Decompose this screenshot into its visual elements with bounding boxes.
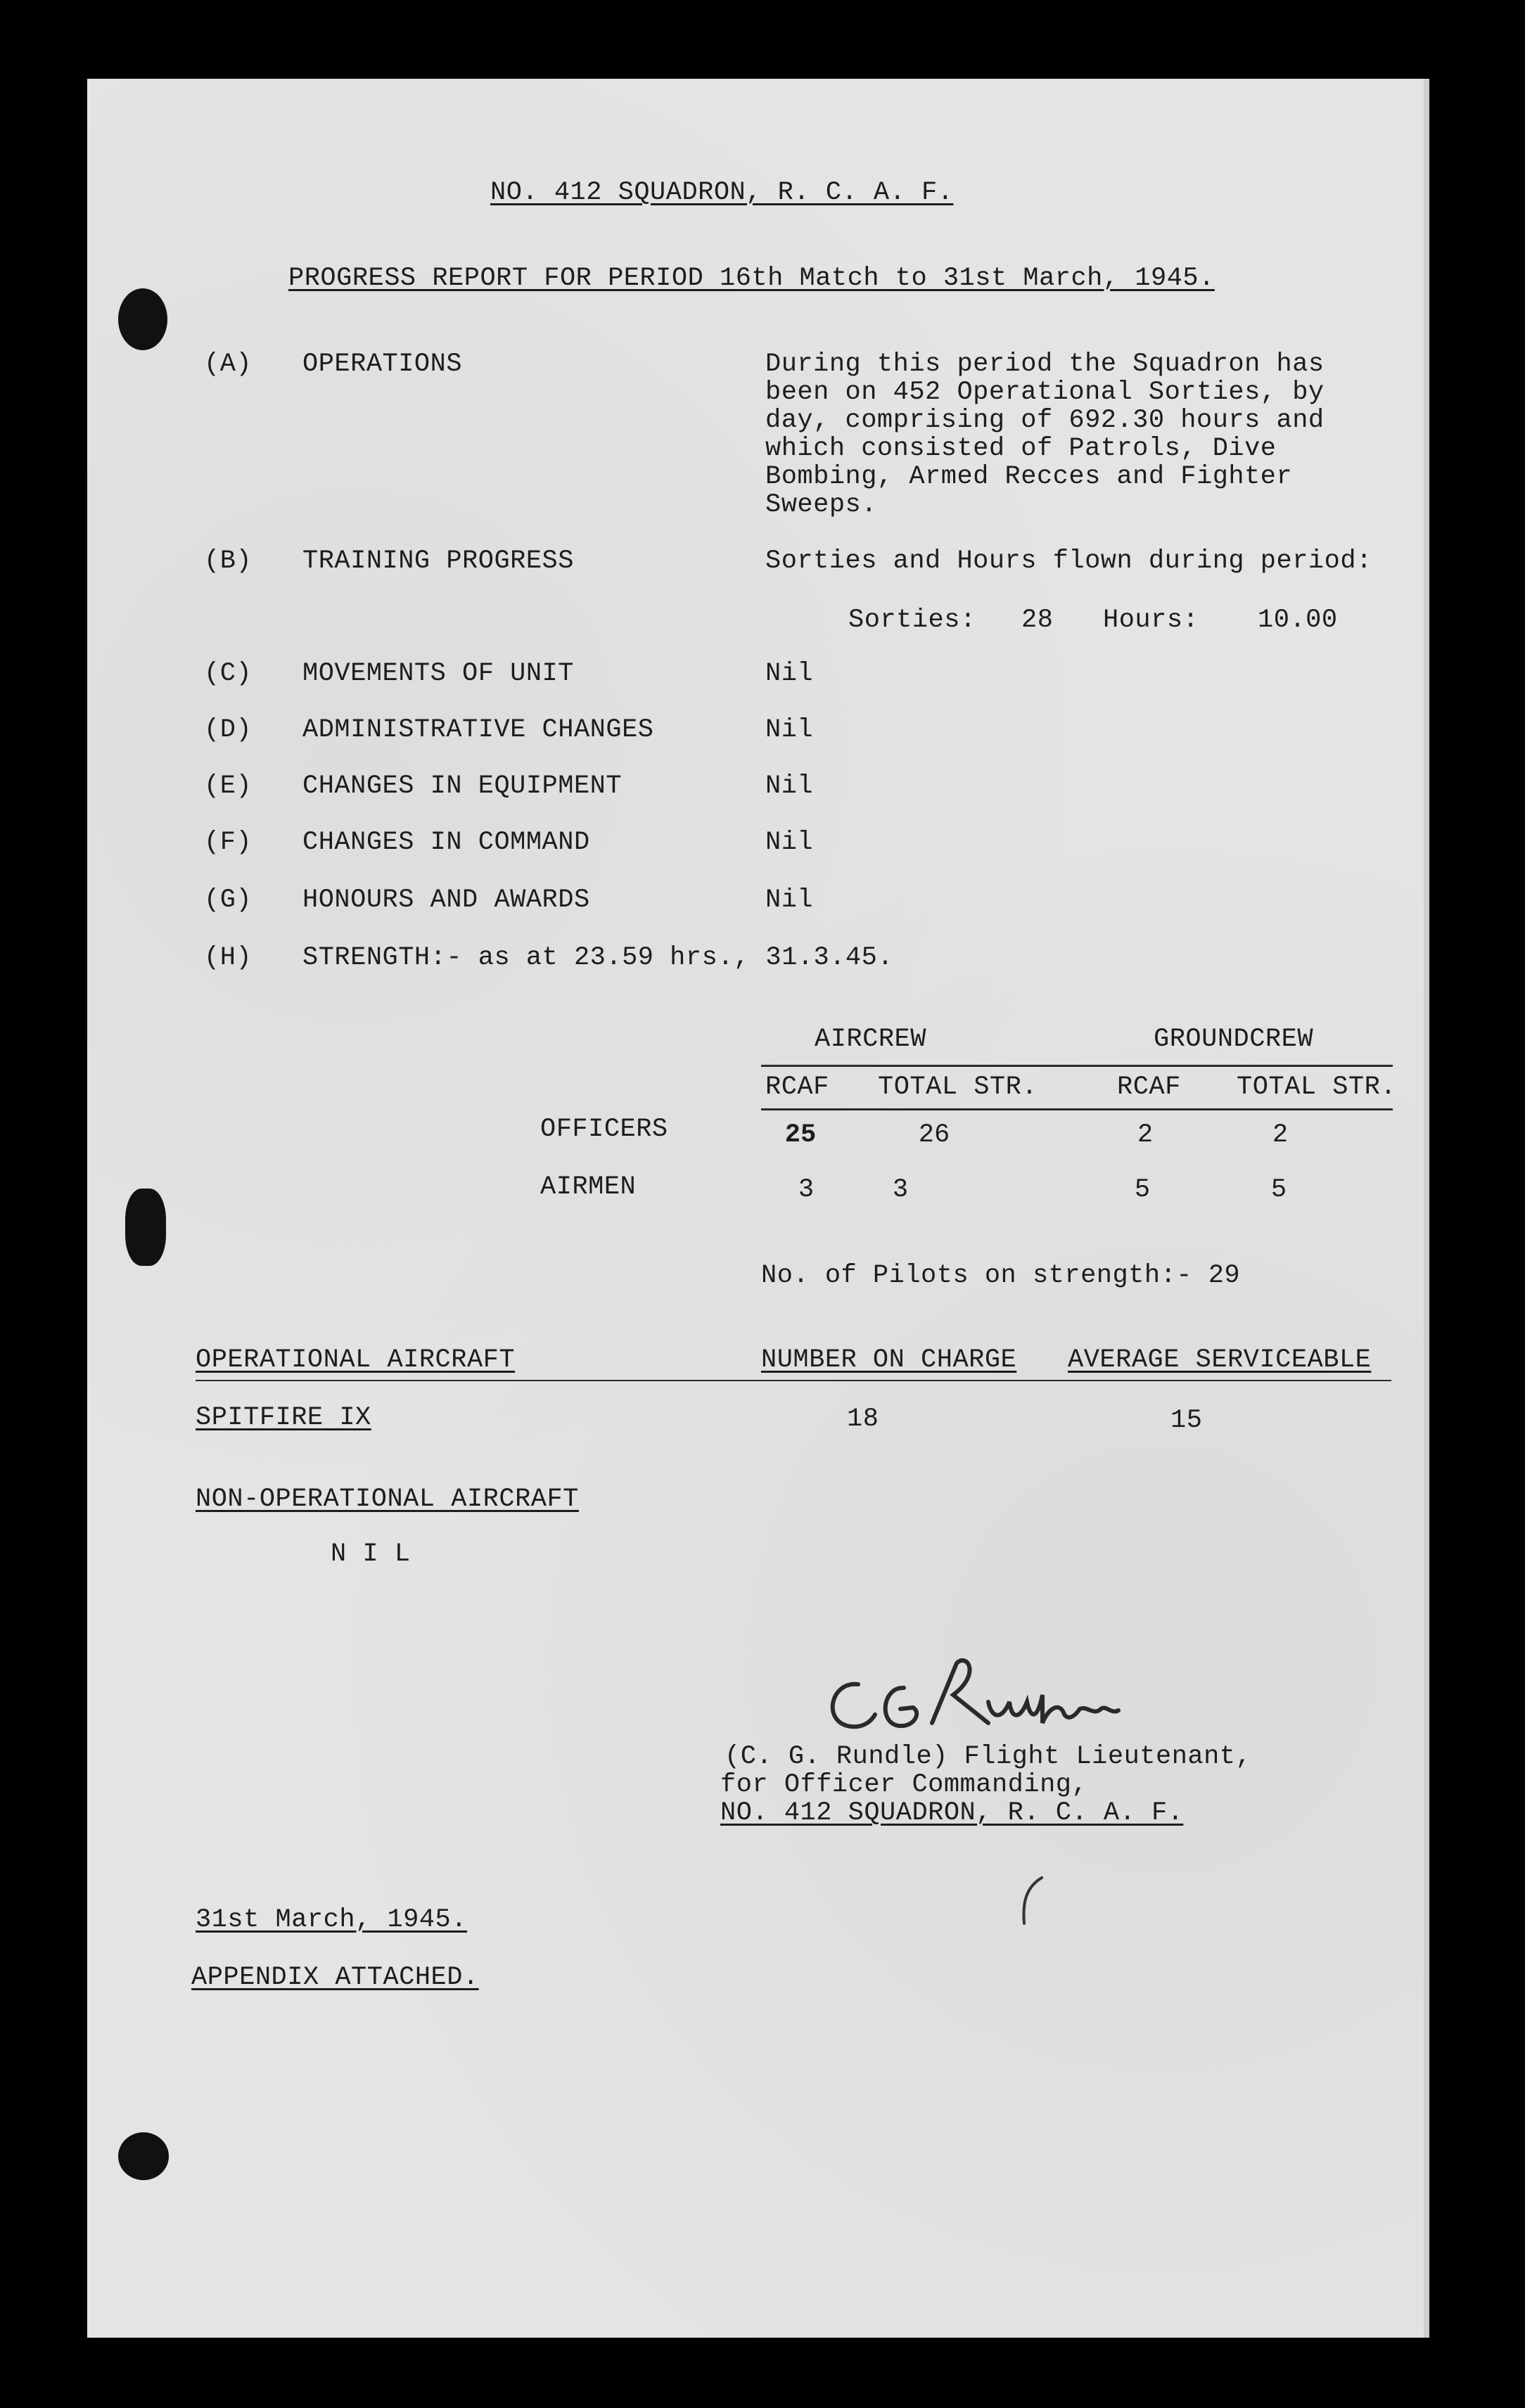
- section-value: Nil: [765, 885, 814, 915]
- table-rule-bottom: [761, 1108, 1393, 1110]
- section-value: Nil: [765, 828, 814, 857]
- section-label: ADMINISTRATIVE CHANGES: [302, 715, 654, 745]
- punch-hole-top: [118, 288, 167, 350]
- section-value: Nil: [765, 715, 814, 745]
- operational-aircraft-header: OPERATIONAL AIRCRAFT: [196, 1345, 516, 1375]
- signatory-line: for Officer Commanding,: [720, 1770, 1088, 1800]
- table-cell: 26: [918, 1120, 950, 1150]
- table-cell: 3: [798, 1175, 815, 1205]
- unit-title: NO. 412 SQUADRON, R. C. A. F.: [490, 178, 954, 207]
- section-letter: (F): [204, 828, 253, 857]
- section-label: STRENGTH:- as at 23.59 hrs., 31.3.45.: [302, 943, 894, 973]
- section-letter: (G): [204, 885, 253, 915]
- section-letter: (E): [204, 771, 253, 801]
- table-cell: 5: [1134, 1175, 1151, 1205]
- section-value: Nil: [765, 771, 814, 801]
- page-edge: [1424, 79, 1429, 2338]
- section-letter: (C): [204, 659, 253, 689]
- punch-hole-bottom: [118, 2132, 169, 2180]
- table-cell: 25: [784, 1120, 817, 1150]
- punch-hole-middle: [125, 1189, 166, 1266]
- operations-text-line: During this period the Squadron has: [765, 350, 1325, 379]
- operations-text-line: which consisted of Patrols, Dive: [765, 434, 1277, 463]
- signatory-line: (C. G. Rundle) Flight Lieutenant,: [725, 1742, 1252, 1772]
- section-letter: (D): [204, 715, 253, 745]
- row-label-officers: OFFICERS: [540, 1115, 668, 1144]
- pilots-strength-line: No. of Pilots on strength:- 29: [761, 1261, 1241, 1291]
- report-title: PROGRESS REPORT FOR PERIOD 16th Match to 31st March, 1945.: [288, 264, 1215, 293]
- pencil-tick-mark: [1010, 1871, 1052, 1927]
- section-label: OPERATIONS: [302, 350, 463, 379]
- section-letter: (B): [204, 546, 253, 576]
- section-label: HONOURS AND AWARDS: [302, 885, 590, 915]
- report-date: 31st March, 1945.: [196, 1905, 467, 1935]
- on-charge-header: NUMBER ON CHARGE: [761, 1345, 1017, 1375]
- sorties-label: Sorties:: [848, 606, 976, 635]
- operations-text-line: Sweeps.: [765, 490, 877, 520]
- section-value: Nil: [765, 659, 814, 689]
- table-cell: 2: [1272, 1120, 1289, 1150]
- handwritten-signature: [816, 1653, 1125, 1751]
- on-charge-value: 18: [847, 1404, 879, 1434]
- operations-text-line: been on 452 Operational Sorties, by: [765, 378, 1325, 407]
- section-label: TRAINING PROGRESS: [302, 546, 574, 576]
- column-header: RCAF: [765, 1072, 829, 1102]
- groundcrew-header: GROUNDCREW: [1154, 1025, 1314, 1054]
- table-rule-top: [761, 1065, 1393, 1067]
- appendix-note: APPENDIX ATTACHED.: [191, 1963, 479, 1992]
- sorties-value: 28: [1021, 606, 1054, 635]
- training-text: Sorties and Hours flown during period:: [765, 546, 1372, 576]
- aircrew-header: AIRCREW: [815, 1025, 926, 1054]
- table-cell: 3: [892, 1175, 909, 1205]
- hours-value: 10.00: [1258, 606, 1338, 635]
- table-cell: 2: [1137, 1120, 1154, 1150]
- non-operational-header: NON-OPERATIONAL AIRCRAFT: [196, 1485, 579, 1514]
- hours-label: Hours:: [1103, 606, 1199, 635]
- section-letter: (A): [204, 350, 253, 379]
- operations-text-line: Bombing, Armed Recces and Fighter: [765, 462, 1293, 492]
- section-label: CHANGES IN COMMAND: [302, 828, 590, 857]
- section-letter: (H): [204, 943, 253, 973]
- operations-text-line: day, comprising of 692.30 hours and: [765, 406, 1325, 435]
- signatory-unit: NO. 412 SQUADRON, R. C. A. F.: [720, 1798, 1184, 1828]
- row-label-airmen: AIRMEN: [540, 1172, 637, 1202]
- aircraft-type: SPITFIRE IX: [196, 1403, 371, 1433]
- table-cell: 5: [1270, 1175, 1287, 1205]
- section-label: CHANGES IN EQUIPMENT: [302, 771, 623, 801]
- non-operational-value: N I L: [331, 1539, 411, 1569]
- section-label: MOVEMENTS OF UNIT: [302, 659, 574, 689]
- serviceable-header: AVERAGE SERVICEABLE: [1068, 1345, 1372, 1375]
- column-header: TOTAL STR.: [878, 1072, 1038, 1102]
- serviceable-value: 15: [1170, 1406, 1203, 1435]
- column-header: RCAF: [1117, 1072, 1181, 1102]
- aircraft-header-rule: [196, 1380, 1391, 1381]
- column-header: TOTAL STR.: [1237, 1072, 1397, 1102]
